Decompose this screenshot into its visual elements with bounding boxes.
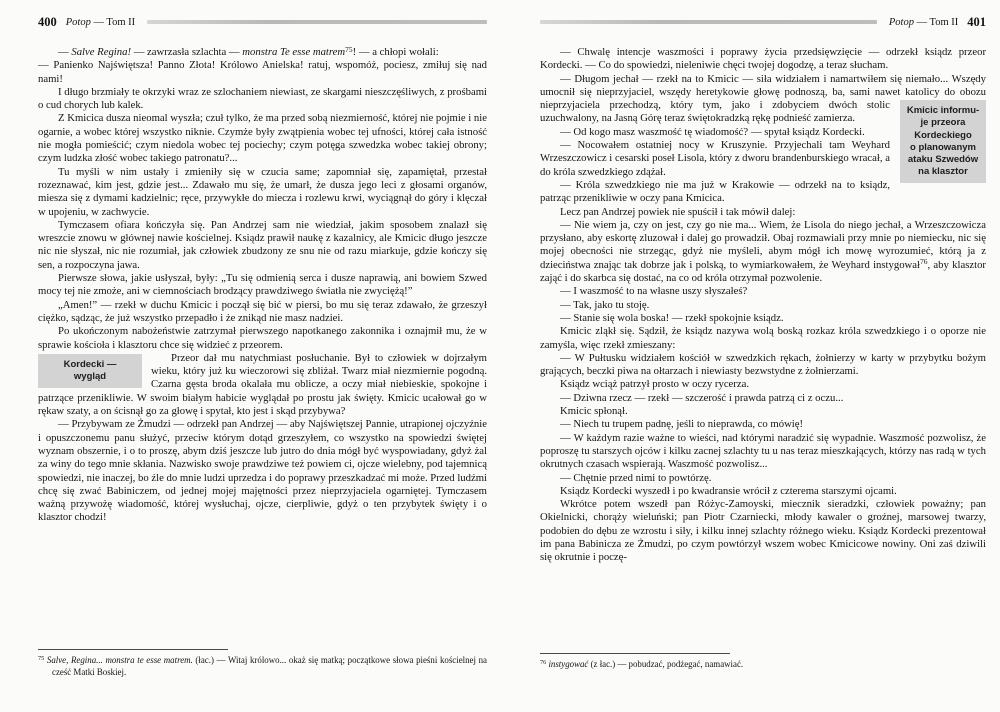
paragraph: — Panienko Najświętsza! Panno Złota! Królowo Anielska! ratuj, wspomóż, pociesz, zmiłuj się nad nami! [38,59,487,85]
paragraph: Wkrótce potem wszedł pan Różyc-Zamoyski, miecznik sieradzki, człowiek poważny; pan Okielnicki, chorąży wieluński; pan Piotr Czarniecki, młody kawaler o groźnej, marsowej twarzy, podobien do dębu ze wzrostu i siły, i kilku innej szlachty różnego wieku. Ksiądz Kordecki prezentował im pana Babinicza ze Żmudzi, po czym powtórzył wszem wobec Kmicicowe nowiny. Oni zaś dziwili się okrutnie i poczę- [540,498,986,564]
paragraph: — Stanie się wola boska! — rzekł spokojnie ksiądz. [560,311,784,324]
footnote-marker: 75 [345,44,353,54]
paragraph: Po ukończonym nabożeństwie zatrzymał pierwszego napotkanego zakonnika i oznajmił mu, że w sprawie kościoła i klasztoru chce się widzieć z przeorem. [38,325,487,351]
page-401 [540,15,986,705]
paragraph: Tu myśli w nim ustały i zmieniły się w czucia same; zapomniał się, zapamiętał, przestał rozeznawać, kim jest, gdzie jest... Zdawało mu się, że umarł, że dusza jego leci z głosami organów, miesza się z dymami kadzielnic; ręce, przywykłe do miecza i rozlewu krwi, wyciągnął do góry i klęczał w upojeniu, w zachwycie. [38,165,487,218]
paragraph: — Przybywam ze Żmudzi — odrzekł pan Andrzej — aby Najświętszej Pannie, utrapionej ojczyźnie i opuszczonemu panu służyć, przeciw którym dotąd grzeszyłem, co wszystko na spowiedzi świętej wyznam obszernie, i o to proszę, abym dziś jeszcze lub jutro do dnia mógł być wyspowiadany, gdyż żal za winy do tego mnie skłania. Nazwisko swoje prawdziwe też powiem ci, ojcze wielebny, pod tajemnicą spowiedzi, nie inaczej, bo źle do mnie ludzi uprzedza i do poprawy przeszkadzać mi może. Przed ludźmi chcę się zwać Babiniczem, od jednej mojej majętności przez nieprzyjaciela ogarniętej. Tymczasem ważną przywożę wiadomość, której wysłuchaj, ojcze, cierpliwie, gdyż o ten przybytek święty i o klasztor chodzi! [38,418,488,524]
footnote-area [38,649,487,678]
paragraph: — Chętnie przed nimi to powtórzę. [560,471,712,484]
paragraph: — Chwalę intencje waszmości i poprawy życia przedsięwzięcie — odrzekł ksiądz przeor Kordecki. — Co do spowiedzi, nieleniwie chęci twojej dogodzę, a teraz słucham. [540,46,986,72]
page-400 [38,15,487,705]
paragraph: — Od kogo masz waszmość tę wiadomość? — spytał ksiądz Kordecki. [560,125,865,138]
paragraph: Z Kmicica dusza nieomal wyszła; czuł tylko, że ma przed sobą niezmierność, której nie pojmie i nie ogarnie, a wobec której wszystko niknie. Czymże były zwątpienia wobec tej ufności, której cała istność nie mogła pomieścić; czym niedola wobec tej pociechy; czym potęga szwedzka wobec takiej obrony; czym ludzka złość wobec takiego patronatu?... [38,112,487,165]
paragraph: Kordecki — wygląd Przeor dał mu natychmiast posłuchanie. Był to człowiek w dojrzałym wieku, który już ku wieczorowi się zbliżał. Twarz miał niezmiernie pogodną. Czarna gęsta broda okalała mu oblicze, a oczy miał niebieskie, spokojne i patrzące przenikliwie. W swoim białym habicie wyglądał po prostu jak święty. Kmicic ucałował go w rękaw szaty, a on ścisnął go za głowę i spytał, kto jest i skąd przybywa? [38,351,487,418]
page-number: 400 [38,14,57,29]
margin-note: Kmicic informu- je przeora Kordeckiego o planowanym ataku Szwedów na klasztor [900,100,986,183]
footnote-area [540,653,986,671]
running-title [66,17,135,28]
footnote-marker: 76 [919,257,928,267]
header-rule [540,20,877,24]
paragraph: — Długom jechał — rzekł na to Kmicic — siła widziałem i namartwiłem się niemało... Wszędy umocnił się nieprzyjaciel, wszędy heretykowie głowę podnoszą, ba, sami nawet katolicy do obozu nieprzyjaciela przechodzą, który tym, jako i zdobyciem dwóch Kmicic informu- je przeora Kordeckiego o planowanym ataku Szwedów na klasztor stolic uzuchwalony, na Jasną Górę teraz świętokradzką rękę podnieść zamierza. [540,73,986,126]
paragraph: Tymczasem ofiara kończyła się. Pan Andrzej sam nie wiedział, jakim sposobem znalazł się wreszcie znowu w głównej nawie kościelnej. Ksiądz prawił naukę z kazalnicy, ale Kmicic długo jeszcze nic nie słyszał, nic nie rozumiał, jak człowiek zbudzony ze snu nie od razu miarkuje, gdzie kończy się sen, a rozpoczyna jawa. [38,218,487,271]
italic-text: Salve, Regina... monstra te esse matrem. [46,655,193,665]
page-body [38,46,487,525]
italic-text: instygować [548,659,589,669]
margin-note: Kordecki — wygląd [38,354,142,388]
paragraph: — Dziwna rzecz — rzekł — szczerość i prawda patrzą ci z oczu... [560,391,844,404]
footnote-rule [38,649,228,650]
italic-text: Salve Regina! [71,46,132,58]
footnote: $^{76}$ instygować (z łac.) — pobudzać, podżegać, namawiać. [540,659,744,669]
running-title-book: Potop [65,16,91,28]
paragraph: — Nocowałem ostatniej nocy w Kruszynie. Przyjechali tam Weyhard Wrzeszczowicz i cesarski poseł Lisola, który z dworu brandenburskiego wracał, a do króla szwedzkiego zdążał. [540,139,890,178]
italic-text: monstra Te esse matrem [242,46,346,58]
footnote-marker: 76 [540,659,547,667]
page-header-left [38,15,487,29]
page-body [540,46,986,565]
paragraph: — W każdym razie ważne to wieści, nad którymi naradzić się wypadnie. Waszmość pozwolisz, że poproszę tu starszych ojców i kilku zacnej szlachty tu u nas teraz mieszkających, którzy nas radą w tych okrutnych czasach wspierają. Waszmość pozwolisz... [540,431,986,471]
paragraph: I długo brzmiały te okrzyki wraz ze szlochaniem niewiast, ze skargami nieszczęśliwych, z prośbami o cud chorych lub kalek. [38,85,487,112]
footnote-rule [540,653,730,654]
running-title-volume: — Tom II [913,16,959,28]
paragraph: Lecz pan Andrzej powiek nie spuścił i tak mówił dalej: [560,205,796,218]
paragraph: Pierwsze słowa, jakie usłyszał, były: „Tu się odmienią serca i dusze naprawią, ani bowiem Szwed mocy tej nie zmoże, ani w ciemnościach brodzący prawdziwego światła nie zwyciężą!” [38,272,487,298]
running-title [889,17,958,28]
paragraph: Ksiądz wciąż patrzył prosto w oczy rycerza. [560,378,750,391]
page-header-right [540,15,986,29]
paragraph: „Amen!” — rzekł w duchu Kmicic i począł się bić w piersi, bo mu się teraz zdawało, że grzeszył ciężko, sądząc, że już wszystko przepadło i że znikąd nie masz nadziei. [38,298,487,324]
footnote-marker: 75 [38,655,45,663]
paragraph: — Tak, jako tu stoję. [560,298,650,311]
header-rule [147,20,487,24]
paragraph: — I waszmość to na własne uszy słyszałeś? [560,285,748,298]
paragraph: — W Pułtusku widziałem kościół w szwedzkich rękach, żołnierzy w karty w przybytku bożym grających, beczki piwa na ołtarzach i niewiasty bezwstydne z żołnierzami. [540,351,986,378]
paragraph: Kmicic zląkł się. Sądził, że ksiądz nazywa wolą boską rozkaz króla szwedzkiego i o oporze nie zamyśla, więc rzekł zmieszany: [540,325,986,351]
footnote: $^{75}$ Salve, Regina... monstra te esse matrem. (łac.) — Witaj królowo... okaż się matką; początkowe słowa pieśni kościelnej na cześć Matki Boskiej. [38,655,487,677]
paragraph: Kmicic spłonął. [560,405,628,418]
paragraph: Ksiądz Kordecki wyszedł i po kwadransie wrócił z czterema starszymi ojcami. [560,484,897,497]
running-title-book: Potop [888,16,914,28]
running-title-volume: — Tom II [90,16,136,28]
paragraph: — Nie wiem ja, czy on jest, czy go nie ma... Wiem, że Lisola do niego jechał, a Wrzeszczowicza przysłano, aby eskortę zluzował i dalej go prowadził. Obaj rozmawiali przy mnie po niemiecku, nic się mojej obecności nie strzegąc, gdyż nie myśleli, abym mógł ich mowę wyrozumieć, którą ja z dzieciństwa znając tak dobrze jak i polską, to wymiarkowałem, że Weyhard instygował$^{76}$, aby klasztor zająć i do skarbca się dostać, na co od króla otrzymał pozwolenie. [540,218,986,285]
page-number: 401 [967,14,986,29]
paragraph: — Niech tu trupem padnę, jeśli to nieprawda, co mówię! [560,418,804,431]
paragraph: — Króla szwedzkiego nie ma już w Krakowie — odrzekł na to ksiądz, patrząc przenikliwie w oczy pana Kmicica. [540,178,890,205]
paragraph: — Salve Regina! — zawrzasła szlachta — monstra Te esse matrem$^{75}$! — a chłopi wołali: [58,44,439,58]
